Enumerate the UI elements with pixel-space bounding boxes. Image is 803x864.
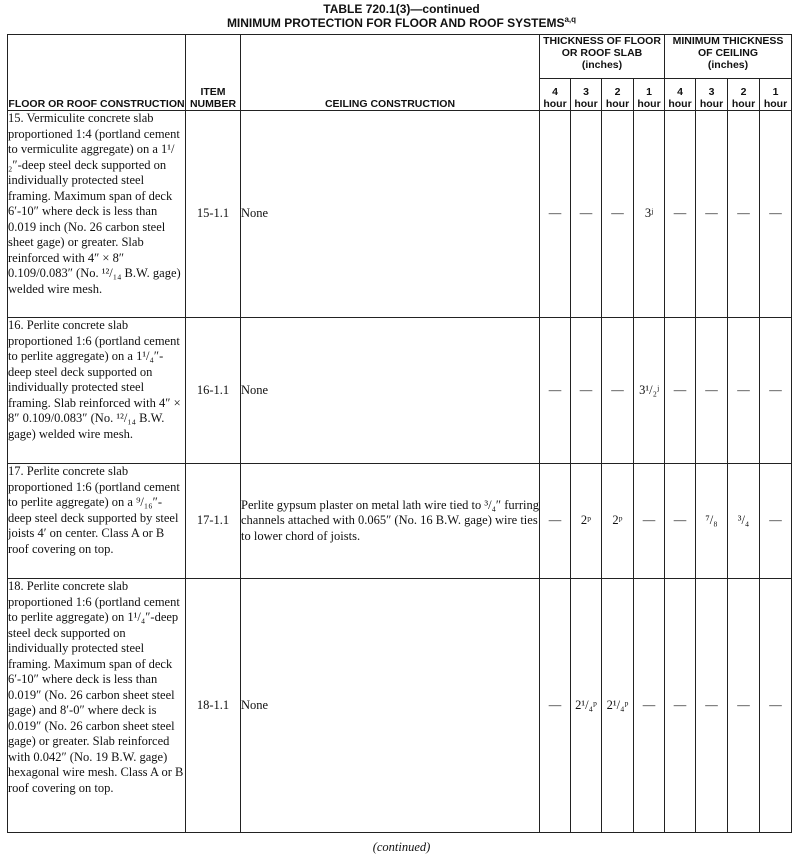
header-slab-thickness-label: THICKNESS OF FLOOR OR ROOF SLAB [543, 35, 661, 59]
row-slab-1-hour: 3ʲ [634, 111, 665, 318]
header-rating-slab-3-hour: 3 hour [571, 79, 602, 111]
row-ceiling-4-hour: — [665, 318, 696, 464]
table-row [8, 111, 792, 318]
table-row [8, 579, 792, 833]
row-ceiling-construction: Perlite gypsum plaster on metal lath wire tied to ³/₄″ furring channels attached with 0.065″ (No. 16 B.W. gage) wire ties to lower chord of joists. [241, 464, 540, 579]
row-slab-3-hour: 2ᵖ [571, 464, 602, 579]
row-slab-2-hour: 2ᵖ [602, 464, 634, 579]
header-floor-roof-construction: FLOOR OR ROOF CONSTRUCTION [8, 35, 186, 111]
row-construction: 16. Perlite concrete slab proportioned 1:6 (portland cement to perlite aggregate) on a 1¹/₄″-deep steel deck supported on individually protected steel framing. Slab reinforced with 4″ × 8″ 0.109/0.083″ (No. ¹²/₁₄ B.W. gage) welded wire mesh. [8, 318, 186, 464]
table-title-line1: TABLE 720.1(3)—continued [323, 2, 480, 16]
row-slab-4-hour: — [540, 464, 571, 579]
continued-note: (continued) [372, 840, 431, 854]
row-construction: 18. Perlite concrete slab proportioned 1:6 (portland cement to perlite aggregate) on 1¹/₄″-deep steel deck supported on individually protected steel framing. Maximum span of deck 6′-10″ where deck is less than 0.019″ (No. 26 carbon sheet steel gage) and 8′-0″ where deck is 0.019″ (No. 26 carbon sheet steel gage) or greater. Slab reinforced with 0.042″ (No. 19 B.W. gage) hexagonal wire mesh. Class A or B roof covering on top. [8, 579, 186, 833]
header-rating-slab-4-hour: 4 hour [540, 79, 571, 111]
table-title [0, 2, 803, 30]
row-ceiling-1-hour: — [760, 464, 792, 579]
row-ceiling-3-hour: ⁷/₈ [696, 464, 728, 579]
row-ceiling-2-hour: — [728, 579, 760, 833]
row-slab-2-hour: 2¹/₄ᵖ [602, 579, 634, 833]
row-ceiling-1-hour: — [760, 318, 792, 464]
row-item-number: 18-1.1 [186, 579, 241, 833]
row-ceiling-4-hour: — [665, 579, 696, 833]
table-title-line2-text: MINIMUM PROTECTION FOR FLOOR AND ROOF SYSTEMS [226, 16, 565, 30]
row-ceiling-4-hour: — [665, 111, 696, 318]
header-slab-thickness-units: (inches) [581, 59, 623, 71]
row-ceiling-1-hour: — [760, 579, 792, 833]
row-ceiling-construction: None [241, 318, 540, 464]
row-construction: 17. Perlite concrete slab proportioned 1:6 (portland cement to perlite aggregate) on a ⁹/₁₆″-deep steel deck supported by steel joists 4′ on center. Class A or B roof covering on top. [8, 464, 186, 579]
row-slab-4-hour: — [540, 318, 571, 464]
row-ceiling-3-hour: — [696, 318, 728, 464]
row-slab-4-hour: — [540, 111, 571, 318]
header-ceiling-thickness-units: (inches) [707, 59, 749, 71]
header-ceiling-thickness-label: MINIMUM THICKNESS OF CEILING [672, 35, 784, 59]
header-ceiling-thickness-group [665, 35, 792, 79]
row-item-number: 15-1.1 [186, 111, 241, 318]
fire-rating-table [7, 34, 792, 833]
header-rating-ceiling-4-hour: 4 hour [665, 79, 696, 111]
row-ceiling-3-hour: — [696, 111, 728, 318]
row-slab-3-hour: — [571, 111, 602, 318]
row-item-number: 16-1.1 [186, 318, 241, 464]
row-slab-2-hour: — [602, 111, 634, 318]
row-slab-4-hour: — [540, 579, 571, 833]
row-item-number: 17-1.1 [186, 464, 241, 579]
header-rating-ceiling-3-hour: 3 hour [696, 79, 728, 111]
header-rating-ceiling-2-hour: 2 hour [728, 79, 760, 111]
row-ceiling-1-hour: — [760, 111, 792, 318]
row-ceiling-2-hour: ³/₄ [728, 464, 760, 579]
row-ceiling-2-hour: — [728, 318, 760, 464]
row-slab-2-hour: — [602, 318, 634, 464]
row-ceiling-2-hour: — [728, 111, 760, 318]
row-slab-1-hour: 3¹/₂ʲ [634, 318, 665, 464]
row-ceiling-4-hour: — [665, 464, 696, 579]
header-rating-slab-1-hour: 1 hour [634, 79, 665, 111]
table-row [8, 464, 792, 579]
header-slab-thickness-group [540, 35, 665, 79]
header-ceiling-construction: CEILING CONSTRUCTION [241, 35, 540, 111]
row-ceiling-construction: None [241, 579, 540, 833]
row-slab-3-hour: — [571, 318, 602, 464]
table-title-footnote-ref: a,q [564, 15, 577, 24]
header-rating-slab-2-hour: 2 hour [602, 79, 634, 111]
row-ceiling-construction: None [241, 111, 540, 318]
table-title-line2 [0, 16, 803, 30]
header-rating-ceiling-1-hour: 1 hour [760, 79, 792, 111]
header-item-number: ITEM NUMBER [186, 35, 241, 111]
row-slab-1-hour: — [634, 579, 665, 833]
row-construction: 15. Vermiculite concrete slab proportioned 1:4 (portland cement to vermiculite aggregate) on a 1¹/₂″-deep steel deck supported on individually protected steel framing. Maximum span of deck 6′-10″ where deck is less than 0.019 inch (No. 26 carbon steel sheet gage) or greater. Slab reinforced with 4″ × 8″ 0.109/0.083″ (No. ¹²/₁₄ B.W. gage) welded wire mesh. [8, 111, 186, 318]
table-row [8, 318, 792, 464]
row-slab-1-hour: — [634, 464, 665, 579]
row-ceiling-3-hour: — [696, 579, 728, 833]
row-slab-3-hour: 2¹/₄ᵖ [571, 579, 602, 833]
